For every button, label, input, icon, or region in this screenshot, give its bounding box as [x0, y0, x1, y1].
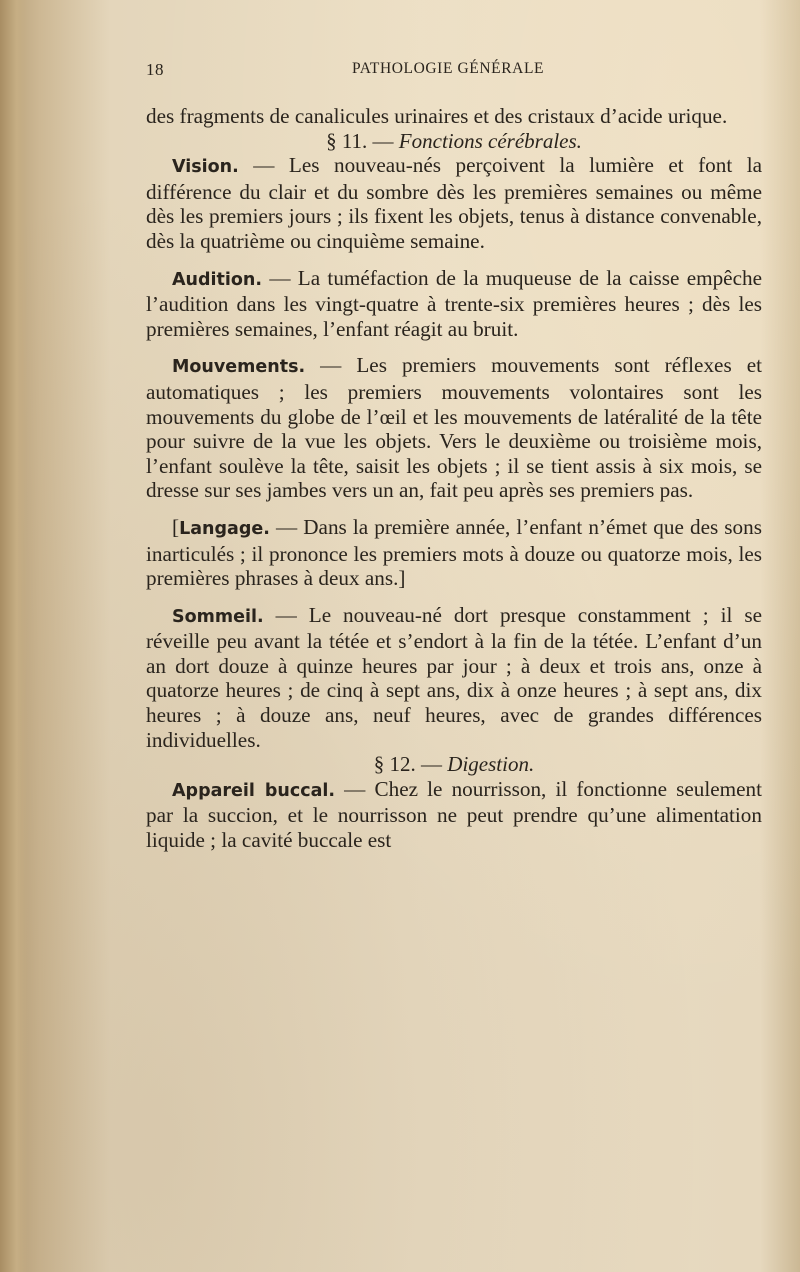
bracket-open: [: [172, 514, 180, 539]
section-number-12: § 12. —: [373, 752, 443, 777]
run-in-heading-appareil-buccal: Appareil buccal.: [172, 780, 336, 801]
paragraph-text-langage: — Dans la première année, l’enfant n’émet que des sons inarticulés ; il prononce les premiers mots à douze ou quatorze mois, les premières phrases à deux ans.: [146, 514, 762, 591]
paragraph-audition: [146, 266, 762, 342]
run-in-heading-vision: Vision.: [172, 157, 239, 178]
paragraph-sommeil: [146, 603, 762, 753]
page-number: 18: [146, 60, 164, 79]
run-in-heading-audition: Audition.: [172, 269, 263, 290]
page-header: [146, 60, 760, 86]
section-title-12: Digestion.: [447, 752, 535, 777]
paragraph-text-appareil-buccal: — Chez le nourrisson, il fonctionne seulement par la succion, et le nourrisson ne peut prendre qu’une alimentation liquide ; la cavité buccale est: [146, 776, 763, 853]
paragraph-appareil-buccal: [146, 777, 762, 853]
bracket-close: ]: [398, 566, 406, 591]
section-heading-12: [146, 752, 762, 777]
section-heading-11: [146, 129, 762, 154]
section-number-11: § 11. —: [326, 128, 394, 153]
intro-paragraph: des fragments de canalicules urinaires et des cristaux d’acide urique.: [146, 104, 728, 128]
paragraph-text-mouvements: — Les premiers mouvements sont réflexes et automatiques ; les premiers mouvements volontaires sont les mouvements du globe de l’œil et les mouvements de latéralité de la tête pour suivre de la vue les objets. Vers le deuxième ou troisième mois, l’enfant soulève la tête, saisit les objets ; il se tient assis à six mois, se dresse sur ses jambes vers un an, fait peu après ses premiers pas.: [146, 353, 762, 503]
page-binding-edge: [0, 0, 28, 1272]
run-in-heading-langage: Langage.: [179, 518, 270, 539]
run-in-heading-mouvements: Mouvements.: [172, 357, 306, 378]
paragraph-langage: [146, 515, 762, 591]
paragraph-mouvements: [146, 353, 762, 503]
paragraph-text-vision: — Les nouveau-nés perçoivent la lumière et font la différence du clair et du sombre dès les premières semaines ou même dès les premiers jours ; ils fixent les objets, tenus à distance convenable, dès la quatrième ou cinquième semaine.: [146, 153, 762, 253]
paragraph-text-sommeil: — Le nouveau-né dort presque constamment ; il se réveille peu avant la tétée et s’endort à la fin de la tétée. L’enfant d’un an dort douze à quinze heures par jour ; à deux et trois ans, onze à quatorze heures ; de cinq à sept ans, dix à onze heures ; à sept ans, dix heures ; à douze ans, neuf heures, avec de grandes différences individuelles.: [146, 602, 762, 752]
paragraph-text-audition: — La tuméfaction de la muqueuse de la caisse empêche l’audition dans les vingt-quatre à trente-six premières heures ; dès les premières semaines, l’enfant réagit au bruit.: [146, 265, 762, 341]
running-title: PATHOLOGIE GÉNÉRALE: [352, 60, 545, 77]
section-title-11: Fonctions cérébrales.: [398, 128, 582, 153]
paragraph-vision: [146, 153, 762, 253]
body-text: [146, 104, 762, 853]
run-in-heading-sommeil: Sommeil.: [172, 606, 264, 627]
